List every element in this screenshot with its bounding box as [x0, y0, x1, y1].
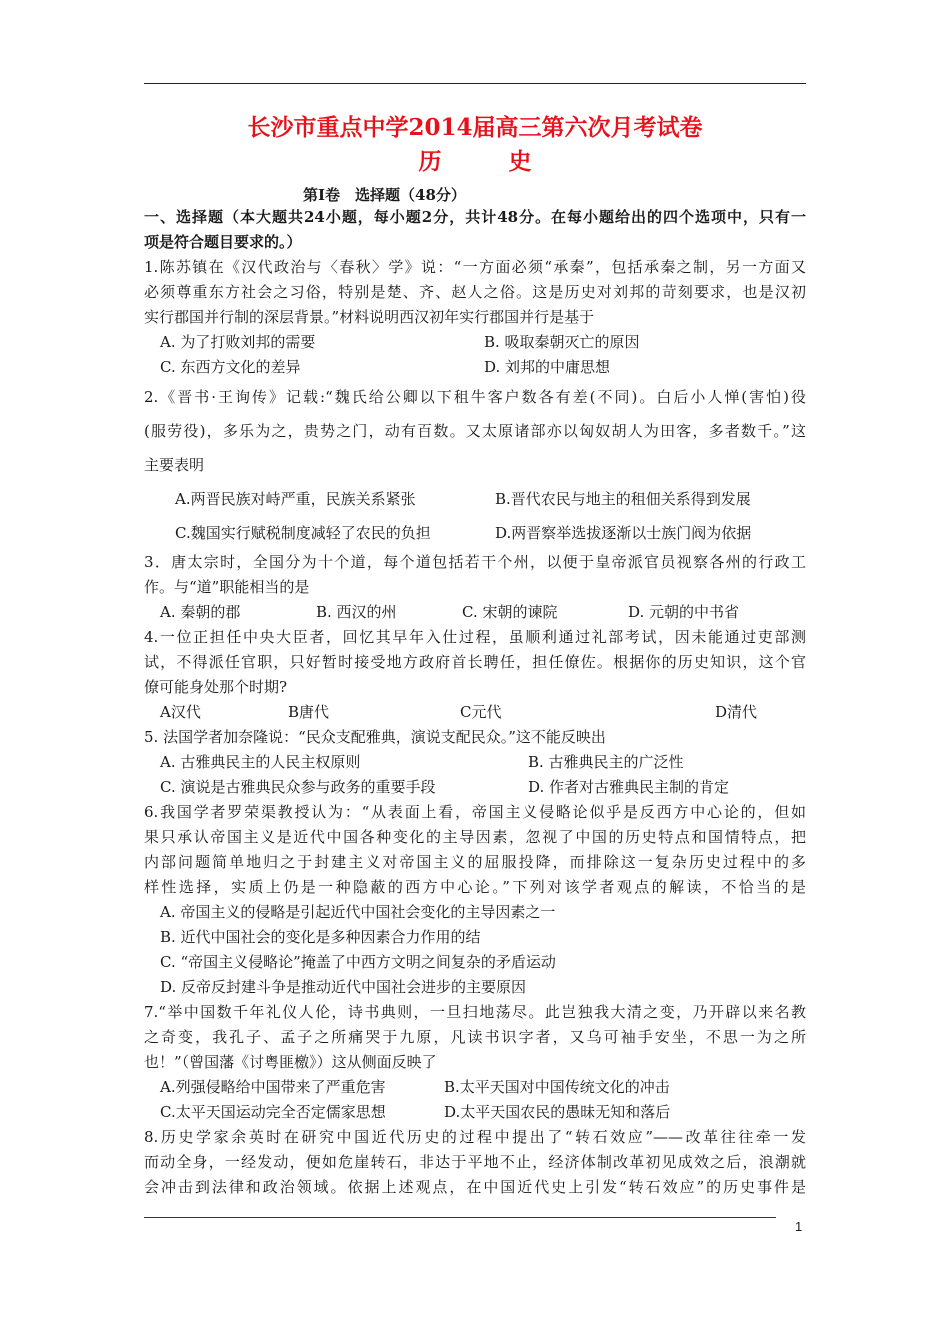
subject-title: 历 史 — [418, 148, 554, 175]
option-d[interactable]: D.太平天国农民的愚昧无知和落后 — [444, 1103, 671, 1121]
question-stem-line: 主要表明 — [144, 456, 205, 474]
option-row — [144, 975, 806, 1000]
option-row — [144, 700, 806, 725]
question-stem-line: 也！”（曾国藩《讨粤匪檄》）这从侧面反映了 — [144, 1053, 437, 1071]
question-6 — [144, 800, 806, 1000]
option-a[interactable]: A. 秦朝的郡 — [160, 603, 241, 621]
option-a[interactable]: A. 古雅典民主的人民主权原则 — [160, 753, 361, 771]
option-d[interactable]: D清代 — [715, 703, 758, 721]
option-row — [144, 482, 806, 516]
question-stem-line: 8.历史学家余英时在研究中国近代历史的过程中提出了“转石效应”——改革往往牵一发 — [144, 1128, 806, 1146]
question-stem-line: 4.一位正担任中央大臣者，回忆其早年入仕过程，虽顺利通过礼部考试，因未能通过吏部测 — [144, 628, 806, 646]
option-row — [144, 1100, 806, 1125]
question-8 — [144, 1125, 806, 1200]
option-c[interactable]: C. 东西方文化的差异 — [160, 358, 301, 376]
option-b[interactable]: B. 西汉的州 — [316, 603, 397, 621]
question-stem-line: 而动全身，一经发动，便如危崖转石，非达于平地不止，经济体制改革初见成效之后，浪潮就 — [144, 1153, 806, 1171]
option-a[interactable]: A. 帝国主义的侵略是引起近代中国社会变化的主导因素之一 — [160, 903, 556, 921]
question-stem-line: 会冲击到法律和政治领域。依据上述观点，在中国近代史上引发“转石效应”的历史事件是 — [144, 1178, 806, 1196]
option-c[interactable]: C. 宋朝的谏院 — [462, 603, 558, 621]
question-stem-line: 内部问题简单地归之于封建主义对帝国主义的屈服投降，而排除这一复杂历史过程中的多 — [144, 853, 806, 871]
section-heading: 第Ⅰ卷 选择题（48分） — [303, 186, 466, 204]
option-row — [144, 900, 806, 925]
option-row — [144, 516, 806, 550]
page-number: 1 — [795, 1219, 803, 1234]
option-row — [144, 775, 806, 800]
option-c[interactable]: C. 演说是古雅典民众参与政务的重要手段 — [160, 778, 436, 796]
question-stem-line: 僚可能身处那个时期? — [144, 678, 288, 696]
option-c[interactable]: C.太平天国运动完全否定儒家思想 — [160, 1103, 386, 1121]
option-d[interactable]: D. 作者对古雅典民主制的肯定 — [528, 778, 730, 796]
header-rule — [144, 83, 806, 84]
option-row — [144, 355, 806, 380]
question-stem-line: 试，不得派任官职，只好暂时接受地方政府首长聘任，担任僚佐。根据你的历史知识，这个官 — [144, 653, 806, 671]
option-d[interactable]: D. 反帝反封建斗争是推动近代中国社会进步的主要原因 — [160, 978, 527, 996]
option-d[interactable]: D.两晋察举选拔逐渐以士族门阀为依据 — [495, 524, 752, 542]
question-stem-line: 实行郡国并行制的深层背景。”材料说明西汉初年实行郡国并行是基于 — [144, 308, 595, 326]
exam-title: 长沙市重点中学2014届高三第六次月考试卷 — [247, 114, 703, 141]
option-c[interactable]: C元代 — [460, 703, 502, 721]
option-row — [144, 750, 806, 775]
question-stem-line: 6.我国学者罗荣渠教授认为：“从表面上看，帝国主义侵略论似乎是反西方中心论的，但如 — [144, 803, 806, 821]
option-row — [144, 950, 806, 975]
question-stem-line: 样性选择，实质上仍是一种隐蔽的西方中心论。”下列对该学者观点的解读，不恰当的是 — [144, 878, 806, 896]
option-d[interactable]: D. 元朝的中书省 — [628, 603, 740, 621]
question-stem-line: 果只承认帝国主义是近代中国各种变化的主导因素，忽视了中国的历史特点和国情特点，把 — [144, 828, 806, 846]
option-a[interactable]: A.两晋民族对峙严重，民族关系紧张 — [175, 490, 416, 508]
option-b[interactable]: B. 古雅典民主的广泛性 — [528, 753, 684, 771]
question-stem-line: 3．唐太宗时，全国分为十个道，每个道包括若干个州，以便于皇帝派官员视察各州的行政工 — [144, 553, 806, 571]
option-b[interactable]: B.晋代农民与地主的租佃关系得到发展 — [495, 490, 751, 508]
option-c[interactable]: C. “帝国主义侵略论”掩盖了中西方文明之间复杂的矛盾运动 — [160, 953, 556, 971]
option-a[interactable]: A.列强侵略给中国带来了严重危害 — [160, 1078, 386, 1096]
instructions-line: 项是符合题目要求的。） — [144, 233, 302, 251]
question-1 — [144, 255, 806, 380]
option-row — [144, 600, 806, 625]
exam-content — [144, 205, 806, 1200]
option-row — [144, 330, 806, 355]
question-stem-line: 之奇变，我孔子、孟子之所痛哭于九原，凡读书识字者，又乌可袖手安坐，不思一为之所 — [144, 1028, 806, 1046]
question-stem-line: (服劳役)，多乐为之，贵势之门，动有百数。又太原诸部亦以匈奴胡人为田客，多者数千。”这 — [144, 422, 806, 440]
option-b[interactable]: B. 吸取秦朝灭亡的原因 — [484, 333, 640, 351]
option-c[interactable]: C.魏国实行赋税制度减轻了农民的负担 — [175, 524, 431, 542]
question-7 — [144, 1000, 806, 1125]
instructions-line: 一、选择题（本大题共24小题，每小题2分，共计48分。在每小题给出的四个选项中，只有一 — [144, 208, 806, 226]
footer-rule — [144, 1217, 776, 1218]
question-stem-line: 1.陈苏镇在《汉代政治与〈春秋〉学》说：“一方面必须“承秦”，包括承秦之制，另一方面又 — [144, 258, 806, 276]
question-stem-line: 7.“举中国数千年礼仪人伦，诗书典则，一旦扫地荡尽。此岂独我大清之变，乃开辟以来名教 — [144, 1003, 806, 1021]
question-stem-line: 必须尊重东方社会之习俗，特别是楚、齐、赵人之俗。这是历史对刘邦的苛刻要求，也是汉初 — [144, 283, 806, 301]
option-a[interactable]: A. 为了打败刘邦的需要 — [160, 333, 316, 351]
question-2 — [144, 380, 806, 550]
question-4 — [144, 625, 806, 725]
option-row — [144, 1075, 806, 1100]
option-a[interactable]: A汉代 — [160, 703, 201, 721]
option-d[interactable]: D. 刘邦的中庸思想 — [484, 358, 611, 376]
question-5 — [144, 725, 806, 800]
question-stem-line: 2.《晋书·王询传》记载:“魏氏给公卿以下租牛客户数各有差(不同)。白后小人惮(害怕)役 — [144, 388, 806, 406]
question-stem-line: 作。与“道”职能相当的是 — [144, 578, 310, 596]
option-b[interactable]: B. 近代中国社会的变化是多种因素合力作用的结 — [160, 928, 481, 946]
option-b[interactable]: B唐代 — [288, 703, 330, 721]
option-row — [144, 925, 806, 950]
question-3 — [144, 550, 806, 625]
option-b[interactable]: B.太平天国对中国传统文化的冲击 — [444, 1078, 670, 1096]
question-stem-line: 5. 法国学者加奈隆说：“民众支配雅典，演说支配民众。”这不能反映出 — [144, 728, 606, 746]
